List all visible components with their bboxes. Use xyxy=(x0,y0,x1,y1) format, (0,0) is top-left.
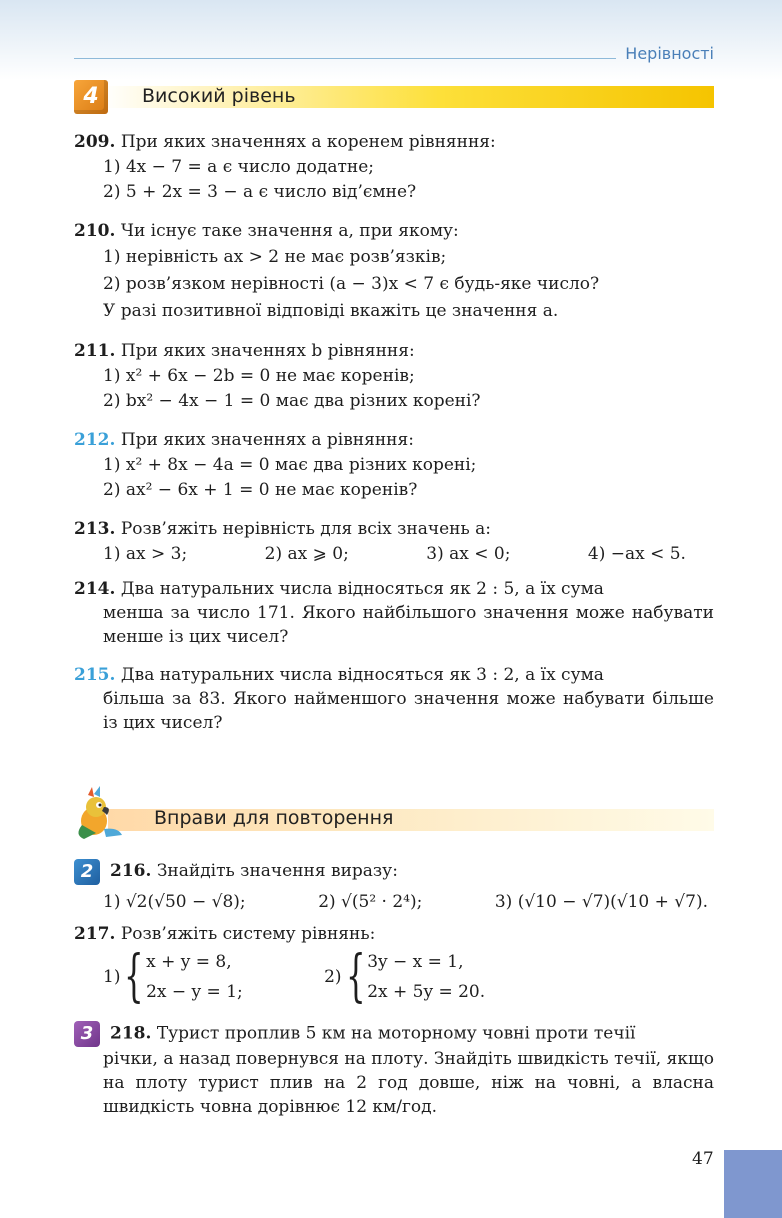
equation: x + y = 8, xyxy=(146,952,232,972)
problem-number: 216. xyxy=(110,861,152,881)
problem-number: 217. xyxy=(74,924,116,944)
option: 1) ax > 3; xyxy=(103,544,188,564)
system-label: 2) xyxy=(324,967,342,987)
problem-text: Знайдіть значення виразу: xyxy=(156,861,398,881)
option: 2) √(5² · 2⁴); xyxy=(318,892,423,912)
problem-text-continued: більша за 83. Якого найменшого значення може набувати більше із цих чисел? xyxy=(103,689,714,733)
problem-number: 212. xyxy=(74,430,116,450)
header-rule xyxy=(74,58,616,59)
problem-214 xyxy=(74,577,714,649)
options-row xyxy=(74,886,714,918)
problem-number: 209. xyxy=(74,132,116,152)
problem-210 xyxy=(74,219,714,325)
problem-item: 2) розв’язком нерівності (a − 3)x < 7 є будь-яке число? xyxy=(103,274,600,294)
problem-number: 211. xyxy=(74,341,116,361)
option: 4) −ax < 5. xyxy=(587,544,686,564)
problem-number: 213. xyxy=(74,519,116,539)
problem-211 xyxy=(74,339,714,414)
problem-text-continued: менша за число 171. Якого найбільшого значення може набувати менше із цих чисел? xyxy=(103,603,714,647)
page-number: 47 xyxy=(692,1149,714,1169)
problem-number: 218. xyxy=(110,1023,152,1044)
problems-list xyxy=(74,130,714,735)
brace-icon: { xyxy=(124,944,145,1009)
problem-item: 2) bx² − 4x − 1 = 0 має два різних корені? xyxy=(103,391,481,411)
problem-text-continued: річки, а назад повернувся на плоту. Знайдіть швидкість течії, якщо на плоту турист плив на 2 год довше, ніж на човні, а власна швидкість човна дорівнює 12 км/год. xyxy=(103,1049,714,1117)
parrot-icon xyxy=(74,785,126,841)
system-label: 1) xyxy=(103,967,121,987)
problem-number: 210. xyxy=(74,221,116,241)
problem-text: Розв’яжіть систему рівнянь: xyxy=(120,924,376,944)
level-2-icon: 2 xyxy=(74,859,100,885)
problem-209 xyxy=(74,130,714,205)
problem-item: 1) нерівність ax > 2 не має розв’язків; xyxy=(103,247,447,267)
problem-number: 215. xyxy=(74,665,116,685)
top-gradient xyxy=(0,0,782,80)
problem-text: Два натуральних числа відносяться як 3 : 2, а їх сума xyxy=(120,665,604,685)
review-banner xyxy=(74,785,714,841)
option: 1) √2(√50 − √8); xyxy=(103,892,246,912)
problem-text: При яких значеннях a рівняння: xyxy=(120,430,414,450)
problem-text: Два натуральних числа відносяться як 2 : 5, а їх сума xyxy=(120,579,604,599)
problem-item: У разі позитивної відповіді вкажіть це значення a. xyxy=(103,301,559,321)
problem-item: 2) ax² − 6x + 1 = 0 не має коренів? xyxy=(103,480,418,500)
system-2 xyxy=(367,947,485,1007)
problem-218 xyxy=(74,1021,714,1119)
option: 3) ax < 0; xyxy=(426,544,511,564)
problem-text: При яких значеннях b рівняння: xyxy=(120,341,415,361)
system-1 xyxy=(146,947,316,1007)
level-cube-icon: 4 xyxy=(74,80,108,114)
equation: 3y − x = 1, xyxy=(367,952,464,972)
problem-text: При яких значеннях a коренем рівняння: xyxy=(120,132,496,152)
problem-item: 1) x² + 6x − 2b = 0 не має коренів; xyxy=(103,366,415,386)
systems-row xyxy=(74,944,714,1009)
problem-216 xyxy=(74,856,714,886)
equation: 2x − y = 1; xyxy=(146,982,243,1002)
problem-213 xyxy=(74,517,714,567)
problem-text: Розв’яжіть нерівність для всіх значень a: xyxy=(120,519,492,539)
level-title: Високий рівень xyxy=(142,85,296,107)
option: 2) ax ⩾ 0; xyxy=(264,544,349,564)
problem-text: Чи існує таке значення a, при якому: xyxy=(120,221,459,241)
level-3-icon: 3 xyxy=(74,1021,100,1047)
equation: 2x + 5y = 20. xyxy=(367,982,486,1002)
problem-text: Турист проплив 5 км на моторному човні проти течії xyxy=(156,1023,636,1044)
page-corner-tab xyxy=(724,1150,782,1218)
problem-item: 1) 4x − 7 = a є число додатне; xyxy=(103,157,374,177)
problem-215 xyxy=(74,663,714,735)
chapter-title: Нерівності xyxy=(625,44,714,63)
level-banner xyxy=(74,80,714,114)
problem-212 xyxy=(74,428,714,503)
problem-item: 2) 5 + 2x = 3 − a є число від’ємне? xyxy=(103,182,417,202)
problem-item: 1) x² + 8x − 4a = 0 має два різних корені; xyxy=(103,455,477,475)
option: 3) (√10 − √7)(√10 + √7). xyxy=(494,892,708,912)
problem-number: 214. xyxy=(74,579,116,599)
options-row xyxy=(74,542,714,567)
review-problems xyxy=(74,856,714,1119)
brace-icon: { xyxy=(345,944,366,1009)
problem-217 xyxy=(74,922,714,947)
review-title: Вправи для повторення xyxy=(154,807,394,829)
